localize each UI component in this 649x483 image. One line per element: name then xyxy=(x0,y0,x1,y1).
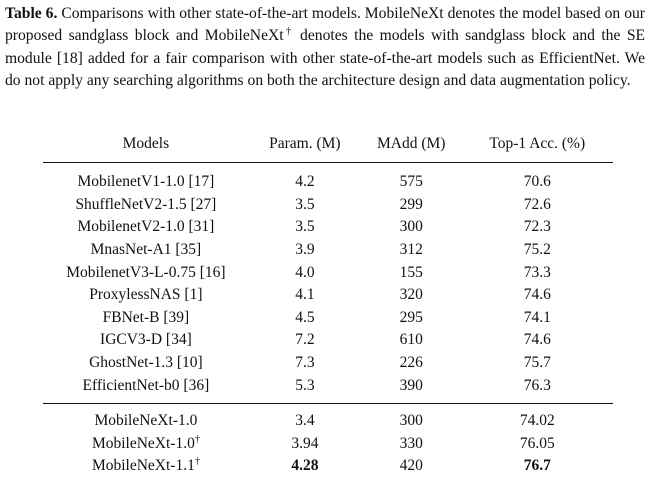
cell-param-text: 4.5 xyxy=(295,308,315,326)
cell-model-text: MobilenetV1-1.0 [17] xyxy=(77,173,215,191)
cell-param xyxy=(249,455,361,478)
cell-param xyxy=(249,307,361,330)
cell-param xyxy=(249,216,361,239)
cell-madd-text: 330 xyxy=(399,434,423,452)
cell-param-text: 4.2 xyxy=(295,173,315,191)
cell-param-text: 4.28 xyxy=(291,457,319,475)
cell-model xyxy=(43,261,249,284)
table-row xyxy=(43,352,613,375)
cell-model xyxy=(43,239,249,262)
cell-model xyxy=(43,163,249,194)
cell-model-text: IGCV3-D [34] xyxy=(100,331,192,349)
table-row xyxy=(43,374,613,403)
cell-model xyxy=(43,194,249,217)
cell-madd-text: 320 xyxy=(399,286,423,304)
cell-param xyxy=(249,374,361,403)
cell-param xyxy=(249,329,361,352)
cell-madd xyxy=(361,455,462,478)
cell-param xyxy=(249,261,361,284)
cell-acc-text: 74.6 xyxy=(523,331,551,349)
cell-model-text: MobilenetV2-1.0 [31] xyxy=(77,218,215,236)
cell-madd-text: 610 xyxy=(399,331,423,349)
cell-model xyxy=(43,374,249,403)
cell-param xyxy=(249,403,361,432)
cell-madd xyxy=(361,261,462,284)
cell-madd xyxy=(361,433,462,456)
table-row xyxy=(43,433,613,456)
cell-acc-text: 74.02 xyxy=(519,412,555,430)
cell-acc-text: 70.6 xyxy=(523,173,551,191)
table-row xyxy=(43,403,613,432)
cell-madd xyxy=(361,352,462,375)
cell-madd-text: 155 xyxy=(399,263,423,281)
cell-param xyxy=(249,433,361,456)
cell-acc xyxy=(462,194,613,217)
cell-madd-text: 420 xyxy=(399,457,423,475)
cell-acc xyxy=(462,329,613,352)
cell-madd-text: 390 xyxy=(399,376,423,394)
cell-param-text: 3.9 xyxy=(295,241,315,259)
cell-acc-text: 73.3 xyxy=(523,263,551,281)
table-row xyxy=(43,261,613,284)
caption-text-part1: Comparisons with other state-of-the-art models. MobileNeXt denotes the model based on our proposed sandglass block and MobileNeXt xyxy=(5,5,645,45)
cell-model xyxy=(43,329,249,352)
cell-acc-text: 76.05 xyxy=(519,434,555,452)
dagger-mark: † xyxy=(194,433,200,445)
cell-param xyxy=(249,194,361,217)
cell-model xyxy=(43,307,249,330)
cell-madd-text: 295 xyxy=(399,308,423,326)
cell-param-text: 7.3 xyxy=(295,354,315,372)
caption-text-part2: denotes the models with sandglass block and the SE module [18] added for a fair comparison with other state-of-the-art models such as EfficientNet. We do not apply any searching algorithms on both the architecture design and data augmentation policy. xyxy=(5,27,646,90)
cell-model xyxy=(43,455,249,478)
caption-label: Table 6. xyxy=(5,5,58,22)
cell-model-text: GhostNet-1.3 [10] xyxy=(89,354,203,372)
cell-madd xyxy=(361,329,462,352)
cell-model-text: MobilenetV3-L-0.75 [16] xyxy=(66,263,226,281)
dagger-mark: † xyxy=(194,456,200,468)
cell-param-text: 3.5 xyxy=(295,195,315,213)
cell-acc-text: 75.7 xyxy=(523,354,551,372)
cell-model xyxy=(43,216,249,239)
cell-acc xyxy=(462,239,613,262)
cell-madd xyxy=(361,216,462,239)
cell-model xyxy=(43,352,249,375)
cell-model-text: MobileNeXt-1.0 xyxy=(91,434,195,452)
cell-param-text: 7.2 xyxy=(295,331,315,349)
table-row xyxy=(43,455,613,478)
cell-madd-text: 312 xyxy=(399,241,423,259)
cell-param xyxy=(249,239,361,262)
caption-dagger: † xyxy=(283,26,294,38)
header-top1-acc: Top-1 Acc. (%) xyxy=(462,126,613,163)
cell-acc xyxy=(462,374,613,403)
cell-model-text: FBNet-B [39] xyxy=(102,308,190,326)
table-caption xyxy=(5,3,645,93)
cell-acc-text: 72.3 xyxy=(523,218,551,236)
cell-madd-text: 226 xyxy=(399,354,423,372)
table-row xyxy=(43,329,613,352)
cell-acc xyxy=(462,307,613,330)
cell-param-text: 3.5 xyxy=(295,218,315,236)
cell-acc-text: 72.6 xyxy=(523,195,551,213)
table-row xyxy=(43,284,613,307)
cell-acc xyxy=(462,403,613,432)
cell-madd xyxy=(361,307,462,330)
header-param: Param. (M) xyxy=(249,126,361,163)
cell-acc-text: 76.7 xyxy=(523,457,551,475)
cell-madd-text: 300 xyxy=(399,218,423,236)
cell-acc-text: 76.3 xyxy=(523,376,551,394)
baseline-models-group xyxy=(43,163,613,404)
cell-model-text: ProxylessNAS [1] xyxy=(89,286,203,304)
cell-model-text: ShuffleNetV2-1.5 [27] xyxy=(75,195,217,213)
cell-madd xyxy=(361,403,462,432)
cell-acc xyxy=(462,163,613,194)
cell-acc xyxy=(462,433,613,456)
header-models: Models xyxy=(43,126,249,163)
cell-model-text: EfficientNet-b0 [36] xyxy=(82,376,210,394)
cell-madd xyxy=(361,284,462,307)
cell-param xyxy=(249,284,361,307)
cell-acc xyxy=(462,261,613,284)
cell-acc xyxy=(462,352,613,375)
cell-madd xyxy=(361,163,462,194)
cell-param-text: 5.3 xyxy=(295,376,315,394)
cell-acc-text: 74.6 xyxy=(523,286,551,304)
table-header-row xyxy=(43,126,613,163)
table-row xyxy=(43,163,613,194)
cell-param xyxy=(249,352,361,375)
cell-param xyxy=(249,163,361,194)
table-row xyxy=(43,194,613,217)
cell-madd xyxy=(361,239,462,262)
cell-model-text: MobileNeXt-1.0 xyxy=(94,412,198,430)
cell-model xyxy=(43,403,249,432)
mobilenext-models-group xyxy=(43,403,613,477)
cell-acc-text: 75.2 xyxy=(523,241,551,259)
table-row xyxy=(43,239,613,262)
header-madd: MAdd (M) xyxy=(361,126,462,163)
cell-acc xyxy=(462,216,613,239)
cell-param-text: 4.1 xyxy=(295,286,315,304)
table-row xyxy=(43,307,613,330)
comparison-table xyxy=(43,126,613,478)
cell-madd-text: 300 xyxy=(399,412,423,430)
cell-madd xyxy=(361,374,462,403)
cell-model-text: MobileNeXt-1.1 xyxy=(91,457,195,475)
cell-madd xyxy=(361,194,462,217)
cell-param-text: 3.4 xyxy=(295,412,315,430)
cell-madd-text: 575 xyxy=(399,173,423,191)
cell-acc xyxy=(462,455,613,478)
cell-model-text: MnasNet-A1 [35] xyxy=(90,241,202,259)
table-row xyxy=(43,216,613,239)
cell-model xyxy=(43,433,249,456)
cell-acc xyxy=(462,284,613,307)
cell-madd-text: 299 xyxy=(399,195,423,213)
cell-param-text: 3.94 xyxy=(291,434,319,452)
cell-acc-text: 74.1 xyxy=(523,308,551,326)
cell-param-text: 4.0 xyxy=(295,263,315,281)
cell-model xyxy=(43,284,249,307)
